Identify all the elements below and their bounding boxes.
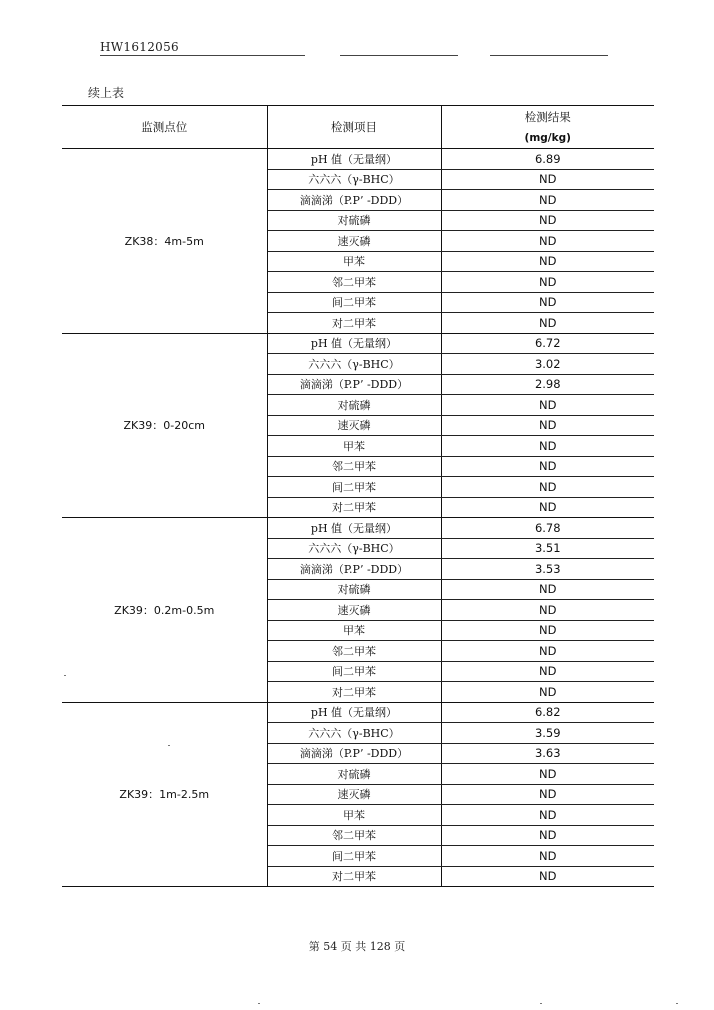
item-cell: 甲苯	[267, 251, 441, 272]
item-cell: 六六六（γ-BHC）	[267, 169, 441, 190]
scan-speck	[258, 1003, 260, 1004]
result-cell: ND	[441, 600, 654, 621]
item-cell: 邻二甲苯	[267, 272, 441, 293]
item-cell: 间二甲苯	[267, 661, 441, 682]
header-result	[441, 106, 654, 149]
item-cell: 邻二甲苯	[267, 456, 441, 477]
result-cell: 6.78	[441, 518, 654, 539]
item-cell: 间二甲苯	[267, 477, 441, 498]
result-cell: ND	[441, 436, 654, 457]
item-cell: pH 值（无量纲）	[267, 149, 441, 170]
result-cell: ND	[441, 805, 654, 826]
scan-speck	[168, 745, 170, 746]
continued-label: 续上表	[88, 86, 125, 100]
result-cell: ND	[441, 231, 654, 252]
header-item: 检测项目	[267, 106, 441, 149]
result-cell: ND	[441, 272, 654, 293]
result-cell: ND	[441, 497, 654, 518]
item-cell: 对二甲苯	[267, 866, 441, 887]
item-cell: 速灭磷	[267, 415, 441, 436]
result-cell: ND	[441, 641, 654, 662]
page-number: 第 54 页 共 128 页	[308, 940, 406, 953]
item-cell: 对硫磷	[267, 395, 441, 416]
table-row	[62, 518, 654, 539]
item-cell: 速灭磷	[267, 600, 441, 621]
item-cell: 对二甲苯	[267, 313, 441, 334]
report-code: HW1612056	[100, 40, 179, 54]
item-cell: pH 值（无量纲）	[267, 333, 441, 354]
result-cell: 3.51	[441, 538, 654, 559]
result-cell: ND	[441, 313, 654, 334]
result-cell: ND	[441, 764, 654, 785]
item-cell: 对硫磷	[267, 579, 441, 600]
table-body	[62, 149, 654, 887]
result-cell: ND	[441, 395, 654, 416]
result-cell: ND	[441, 292, 654, 313]
item-cell: 六六六（γ-BHC）	[267, 723, 441, 744]
result-cell: ND	[441, 784, 654, 805]
result-cell: 2.98	[441, 374, 654, 395]
result-cell: ND	[441, 415, 654, 436]
item-cell: 六六六（γ-BHC）	[267, 354, 441, 375]
item-cell: 滴滴涕（P.P’ -DDD）	[267, 374, 441, 395]
header-result-unit: (mg/kg)	[524, 131, 571, 144]
result-cell: ND	[441, 210, 654, 231]
result-cell: ND	[441, 477, 654, 498]
header-location: 监测点位	[62, 106, 267, 149]
result-cell: ND	[441, 169, 654, 190]
item-cell: 邻二甲苯	[267, 825, 441, 846]
item-cell: 对硫磷	[267, 764, 441, 785]
header-rule-2	[340, 55, 458, 56]
table-row	[62, 333, 654, 354]
result-cell: 3.02	[441, 354, 654, 375]
item-cell: 对硫磷	[267, 210, 441, 231]
item-cell: 间二甲苯	[267, 846, 441, 867]
result-cell: 6.72	[441, 333, 654, 354]
location-cell: ZK39：1m-2.5m	[62, 702, 267, 887]
location-cell: ZK39：0.2m-0.5m	[62, 518, 267, 703]
item-cell: 速灭磷	[267, 784, 441, 805]
item-cell: pH 值（无量纲）	[267, 702, 441, 723]
item-cell: 甲苯	[267, 620, 441, 641]
table-header-row	[62, 106, 654, 149]
scan-speck	[676, 1003, 678, 1004]
location-cell: ZK39：0-20cm	[62, 333, 267, 518]
scan-speck	[540, 1003, 542, 1004]
result-cell: ND	[441, 682, 654, 703]
result-cell: 3.53	[441, 559, 654, 580]
item-cell: 间二甲苯	[267, 292, 441, 313]
header-result-label: 检测结果	[524, 109, 571, 124]
result-cell: ND	[441, 251, 654, 272]
result-cell: 6.82	[441, 702, 654, 723]
scan-speck	[64, 675, 66, 676]
header-rule-1	[100, 55, 305, 56]
table-row	[62, 702, 654, 723]
item-cell: 对二甲苯	[267, 497, 441, 518]
table-row	[62, 149, 654, 170]
result-cell: ND	[441, 866, 654, 887]
header-rule-3	[490, 55, 608, 56]
result-cell: ND	[441, 456, 654, 477]
item-cell: pH 值（无量纲）	[267, 518, 441, 539]
result-cell: 3.59	[441, 723, 654, 744]
location-cell: ZK38：4m-5m	[62, 149, 267, 334]
item-cell: 速灭磷	[267, 231, 441, 252]
result-cell: ND	[441, 825, 654, 846]
result-cell: ND	[441, 620, 654, 641]
result-cell: 6.89	[441, 149, 654, 170]
item-cell: 滴滴涕（P.P’ -DDD）	[267, 559, 441, 580]
result-cell: ND	[441, 579, 654, 600]
item-cell: 邻二甲苯	[267, 641, 441, 662]
result-cell: ND	[441, 190, 654, 211]
item-cell: 滴滴涕（P.P’ -DDD）	[267, 190, 441, 211]
result-cell: 3.63	[441, 743, 654, 764]
item-cell: 对二甲苯	[267, 682, 441, 703]
item-cell: 甲苯	[267, 436, 441, 457]
item-cell: 甲苯	[267, 805, 441, 826]
result-cell: ND	[441, 661, 654, 682]
item-cell: 滴滴涕（P.P’ -DDD）	[267, 743, 441, 764]
item-cell: 六六六（γ-BHC）	[267, 538, 441, 559]
results-table	[62, 105, 654, 887]
result-cell: ND	[441, 846, 654, 867]
